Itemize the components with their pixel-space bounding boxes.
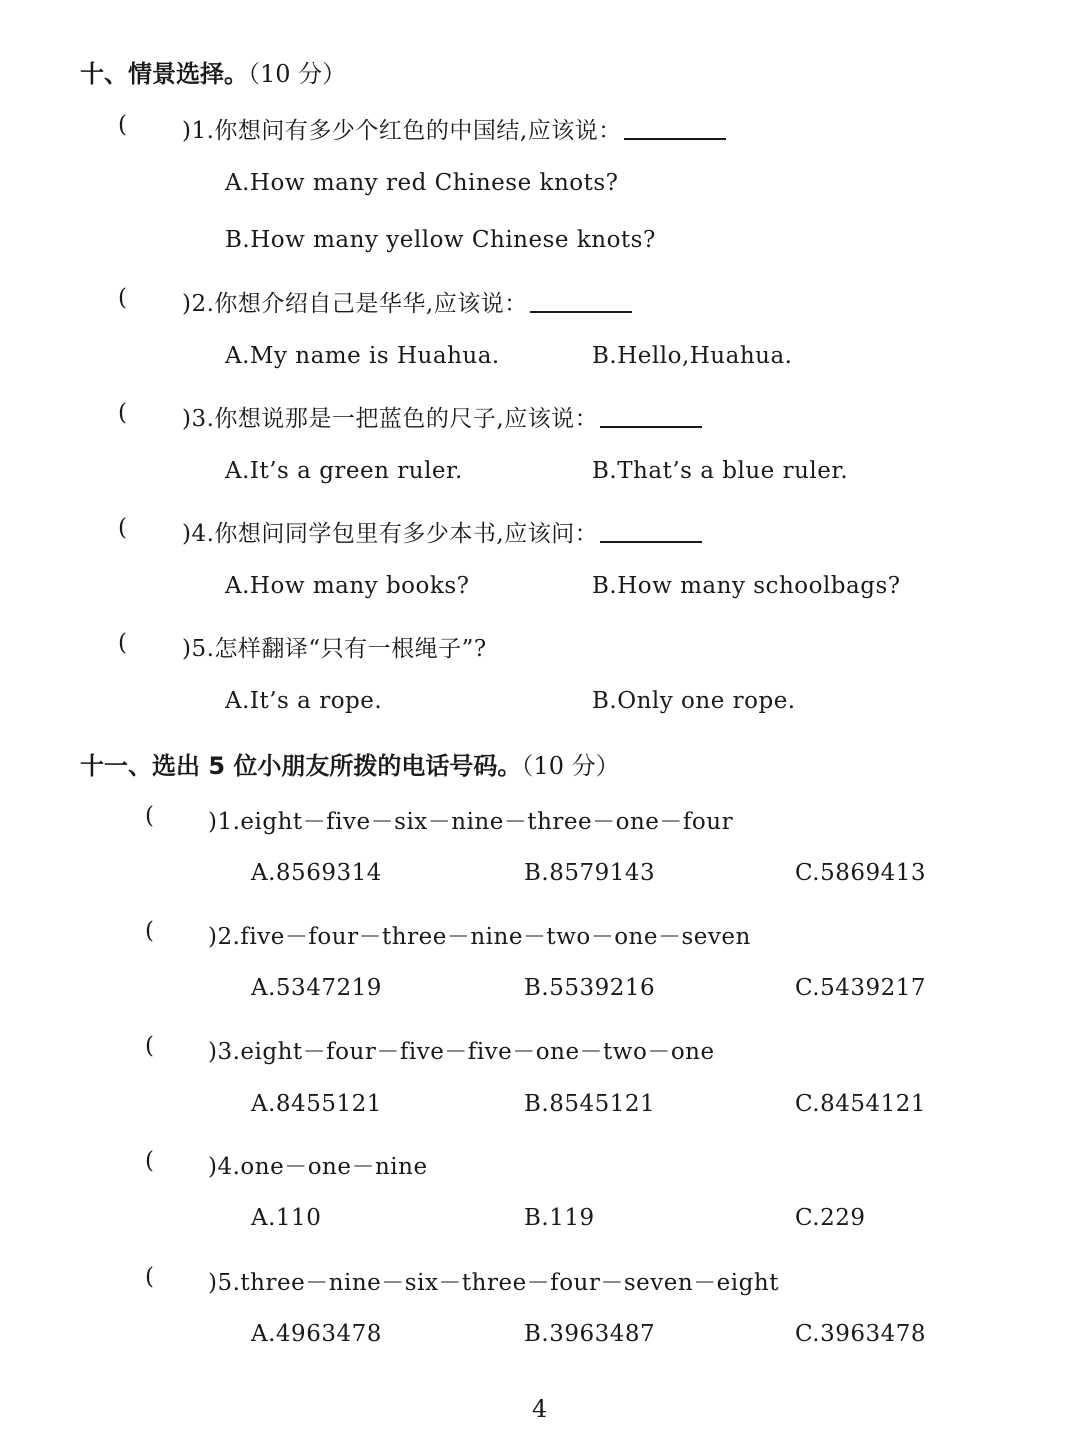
option-b: B.Hello,Huahua. [592,343,793,369]
answer-bracket[interactable]: ( [118,285,127,311]
option-b: B.8545121 [524,1091,656,1117]
option-a: A.How many books? [225,573,470,599]
answer-blank[interactable] [600,519,702,543]
section-10-title: 十、情景选择。 [80,60,248,88]
answer-bracket[interactable]: ( [145,1033,154,1059]
question-prompt: )2.five－four－three－nine－two－one－seven [208,924,751,950]
answer-bracket[interactable]: ( [145,1148,154,1174]
option-c: C.3963478 [795,1321,927,1347]
question-prompt: )5.怎样翻译“只有一根绳子”? [182,636,487,662]
option-a: A.8455121 [251,1091,382,1117]
option-b: B.5539216 [524,975,656,1001]
option-a: A.110 [251,1205,322,1231]
option-b: B.3963487 [524,1321,656,1347]
option-b: B.8579143 [524,860,656,886]
answer-blank[interactable] [530,289,632,313]
page-number: 4 [532,1395,548,1423]
answer-bracket[interactable]: ( [118,515,127,541]
option-a: A.5347219 [251,975,382,1001]
question-prompt: )5.three－nine－six－three－four－seven－eight [208,1270,779,1296]
section-11-points: （10 分） [521,752,620,780]
question-prompt: )4.你想问同学包里有多少本书,应该问： [182,515,702,548]
answer-bracket[interactable]: ( [118,400,127,426]
option-b: B.Only one rope. [592,688,796,714]
section-11-heading [80,746,620,781]
answer-bracket[interactable]: ( [118,112,127,138]
option-a: A.4963478 [251,1321,382,1347]
option-c: C.5439217 [795,975,927,1001]
option-c: C.8454121 [795,1091,927,1117]
option-a: A.It’s a green ruler. [225,458,463,484]
answer-bracket[interactable]: ( [145,803,154,829]
question-prompt: )1.你想问有多少个红色的中国结,应该说： [182,112,726,145]
option-a: A.My name is Huahua. [225,343,500,369]
section-10-points: （10 分） [248,60,347,88]
answer-bracket[interactable]: ( [145,918,154,944]
option-a: A.How many red Chinese knots? [225,170,619,196]
answer-bracket[interactable]: ( [145,1264,154,1290]
option-b: B.119 [524,1205,595,1231]
option-a: A.8569314 [251,860,382,886]
question-prompt: )4.one－one－nine [208,1154,428,1180]
answer-bracket[interactable]: ( [118,630,127,656]
option-a: A.It’s a rope. [225,688,383,714]
option-b: B.How many schoolbags? [592,573,901,599]
question-prompt: )3.eight－four－five－five－one－two－one [208,1039,715,1065]
section-10-heading [80,54,346,89]
option-b: B.That’s a blue ruler. [592,458,849,484]
answer-blank[interactable] [600,404,702,428]
option-c: C.229 [795,1205,866,1231]
answer-blank[interactable] [624,116,726,140]
option-c: C.5869413 [795,860,927,886]
option-b: B.How many yellow Chinese knots? [225,227,656,253]
question-prompt: )2.你想介绍自己是华华,应该说： [182,285,632,318]
question-prompt: )3.你想说那是一把蓝色的尺子,应该说： [182,400,702,433]
section-11-title: 十一、选出 5 位小朋友所拨的电话号码。 [80,752,522,780]
question-prompt: )1.eight－five－six－nine－three－one－four [208,809,734,835]
